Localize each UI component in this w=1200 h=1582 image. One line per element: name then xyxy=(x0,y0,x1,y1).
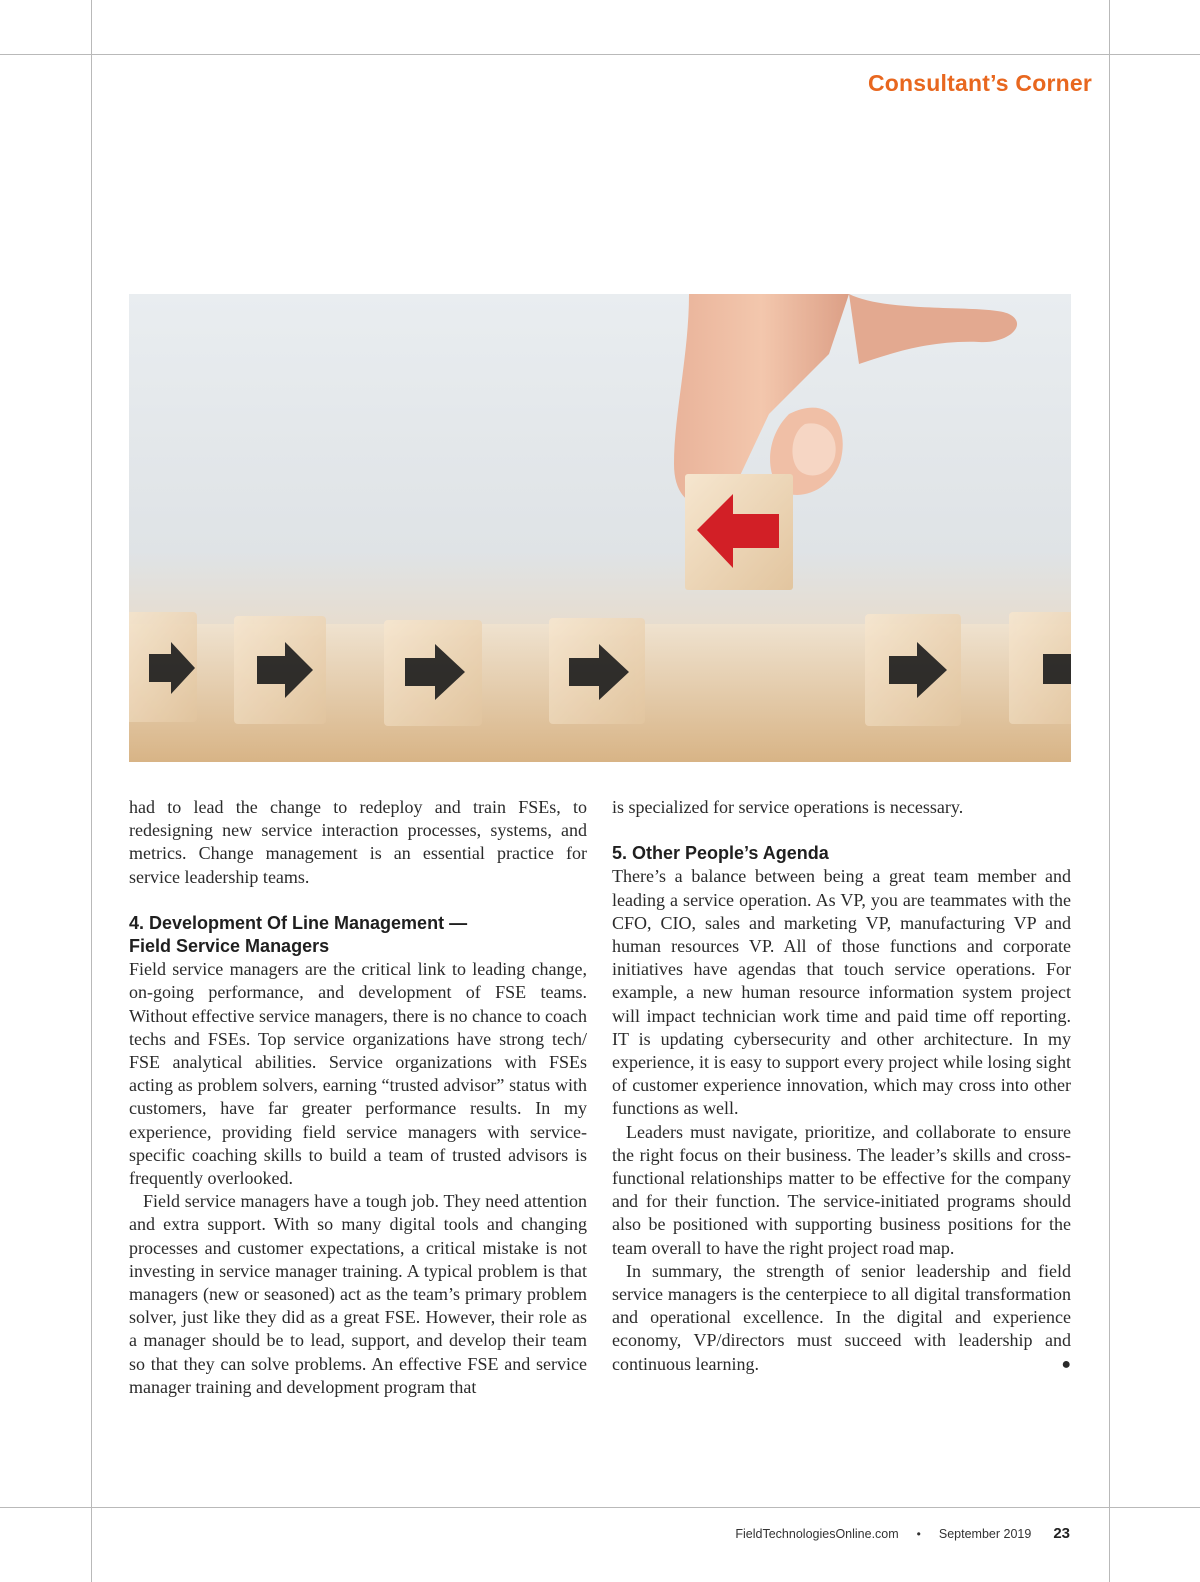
heading-line: Field Service Managers xyxy=(129,936,330,957)
paragraph xyxy=(612,1260,1071,1376)
paragraph: is specialized for service operations is necessary. xyxy=(612,797,964,817)
end-mark-icon: ● xyxy=(1061,1355,1071,1373)
left-margin-rule xyxy=(91,0,92,1582)
paragraph: Leaders must navigate, prioritize, and collaborate to ensure the right focus on their business. The leader’s skills and cross-functional relationships matter to be effective for the company and for their function. The service-initiated programs should also be positioned with supporting business positions for the team overall to have the right project road map. xyxy=(612,1121,1071,1258)
section-heading: 5. Other People’s Agenda xyxy=(612,843,829,864)
top-rule xyxy=(0,54,1200,55)
bottom-rule xyxy=(0,1507,1200,1508)
hero-image xyxy=(129,294,1071,762)
section-heading xyxy=(129,912,587,958)
right-margin-rule xyxy=(1109,0,1110,1582)
paragraph-text: In summary, the strength of senior leadership and field service managers is the centerpiece to all digital transformation and operational excellence. In the digital and experience economy, VP/directors must succeed with leadership and continuous learning. xyxy=(612,1260,1071,1374)
footer-date: September 2019 xyxy=(938,1527,1032,1541)
footer-site: FieldTechnologiesOnline.com xyxy=(735,1527,899,1541)
section-title: Consultant’s Corner xyxy=(867,70,1092,96)
footer-separator: • xyxy=(916,1527,921,1541)
page-number: 23 xyxy=(1053,1525,1070,1542)
heading-line: 4. Development Of Line Management — xyxy=(129,912,468,933)
paragraph: There’s a balance between being a great team member and leading a service operation. As VP, you are teammates with the CFO, CIO, sales and marketing VP, manufacturing VP and human resources VP. All of those functions and corporate initiatives have agendas that touch service operations. For example, a new human resource information system project will impact technician work time and paid time off reporting. IT is updating cybersecurity and other architecture. In my experience, it is easy to support every project while losing sight of customer experience innovation, which may cross into other functions as well. xyxy=(612,866,1071,1119)
paragraph: Field service managers have a tough job. They need attention and extra support. With so many digital tools and changing processes and customer expectations, a critical mistake is not investing in service manager training. A typical problem is that managers (new or seasoned) act as the team’s primary problem solver, just like they did as a great FSE. However, their role as a manager should be to lead, support, and develop their team so that they can solve problems. An effective FSE and service manager training and development program that xyxy=(129,1191,587,1397)
right-column xyxy=(612,796,1071,1376)
left-column xyxy=(129,796,587,1399)
paragraph: had to lead the change to redeploy and train FSEs, to redesigning new service interaction processes, systems, and metrics. Change management is an essential practice for service leadership teams. xyxy=(129,797,587,887)
paragraph: Field service managers are the critical link to leading change, on-going performance, and development of FSE teams. Without effective service managers, there is no chance to coach techs and FSEs. Top service organizations have strong tech/ FSE analytical abilities. Service organizations with FSEs acting as problem solvers, earning “trusted advisor” status with customers, have far greater performance results. In my experience, providing field service managers with service-specific coaching skills to build a team of trusted advisors is frequently overlooked. xyxy=(129,959,587,1189)
page-footer xyxy=(735,1525,1070,1542)
